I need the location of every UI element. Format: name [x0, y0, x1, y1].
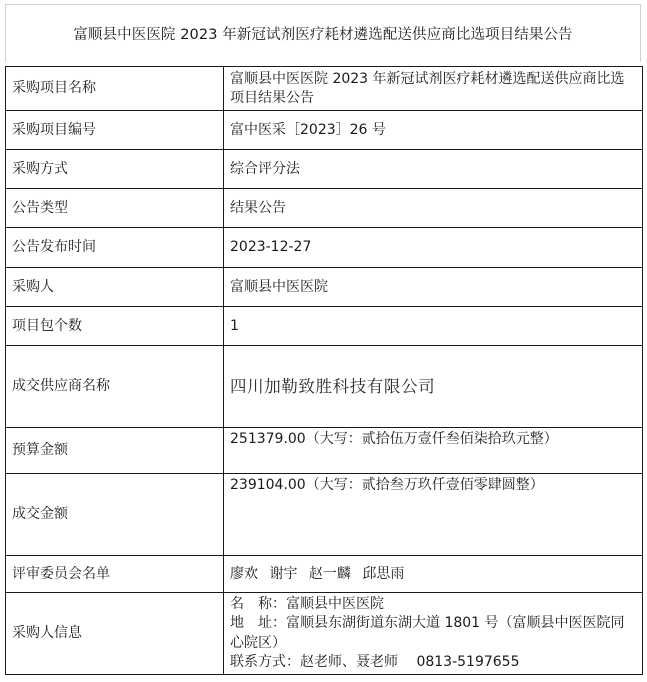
value-publish-time: 2023-12-27 [224, 228, 643, 268]
table-row-method [6, 150, 643, 189]
table-row-project-number [6, 111, 643, 150]
label-package-count: 项目包个数 [6, 307, 224, 346]
value-project-number: 富中医采［2023］26 号 [224, 111, 643, 150]
table-row-publish-time [6, 228, 643, 268]
label-deal-amount: 成交金额 [6, 474, 224, 556]
value-purchaser: 富顺县中医医院 [224, 268, 643, 307]
table-row-budget [6, 428, 643, 474]
label-notice-type: 公告类型 [6, 189, 224, 228]
label-budget: 预算金额 [6, 428, 224, 474]
label-purchaser: 采购人 [6, 268, 224, 307]
label-purchaser-info: 采购人信息 [6, 593, 224, 675]
committee-member: 邱思雨 [362, 565, 405, 582]
page-title: 富顺县中医医院 2023 年新冠试剂医疗耗材遴选配送供应商比选项目结果公告 [5, 4, 641, 62]
table-row-package-count [6, 307, 643, 346]
purchaser-name-line: 名 称：富顺县中医医院 [230, 595, 384, 612]
label-publish-time: 公告发布时间 [6, 228, 224, 268]
purchaser-contact-line: 联系方式：赵老师、聂老师 0813-5197655 [230, 654, 520, 670]
value-budget: 251379.00（大写：贰拾伍万壹仟叁佰柒拾玖元整） [224, 428, 643, 474]
value-supplier: 四川加勒致胜科技有限公司 [224, 346, 643, 428]
value-committee [224, 556, 643, 593]
value-deal-amount: 239104.00（大写：贰拾叁万玖仟壹佰零肆圆整） [224, 474, 643, 556]
label-project-number: 采购项目编号 [6, 111, 224, 150]
purchaser-address-line: 地 址：富顺县东湖街道东湖大道 1801 号（富顺县中医医院同心院区） [230, 615, 625, 651]
committee-member: 谢宇 [269, 565, 298, 582]
table-row-project-name [6, 67, 643, 111]
info-table [5, 66, 643, 675]
value-notice-type: 结果公告 [224, 189, 643, 228]
value-project-name: 富顺县中医医院 2023 年新冠试剂医疗耗材遴选配送供应商比选项目结果公告 [224, 67, 643, 111]
label-method: 采购方式 [6, 150, 224, 189]
label-project-name: 采购项目名称 [6, 67, 224, 111]
table-row-deal-amount [6, 474, 643, 556]
label-supplier: 成交供应商名称 [6, 346, 224, 428]
value-package-count: 1 [224, 307, 643, 346]
label-committee: 评审委员会名单 [6, 556, 224, 593]
table-row-purchaser-info [6, 593, 643, 675]
value-method: 综合评分法 [224, 150, 643, 189]
committee-member: 赵一麟 [308, 565, 351, 582]
table-row-purchaser [6, 268, 643, 307]
table-row-committee [6, 556, 643, 593]
table-row-notice-type [6, 189, 643, 228]
value-purchaser-info [224, 593, 643, 675]
committee-member: 廖欢 [230, 565, 258, 582]
table-row-supplier [6, 346, 643, 428]
